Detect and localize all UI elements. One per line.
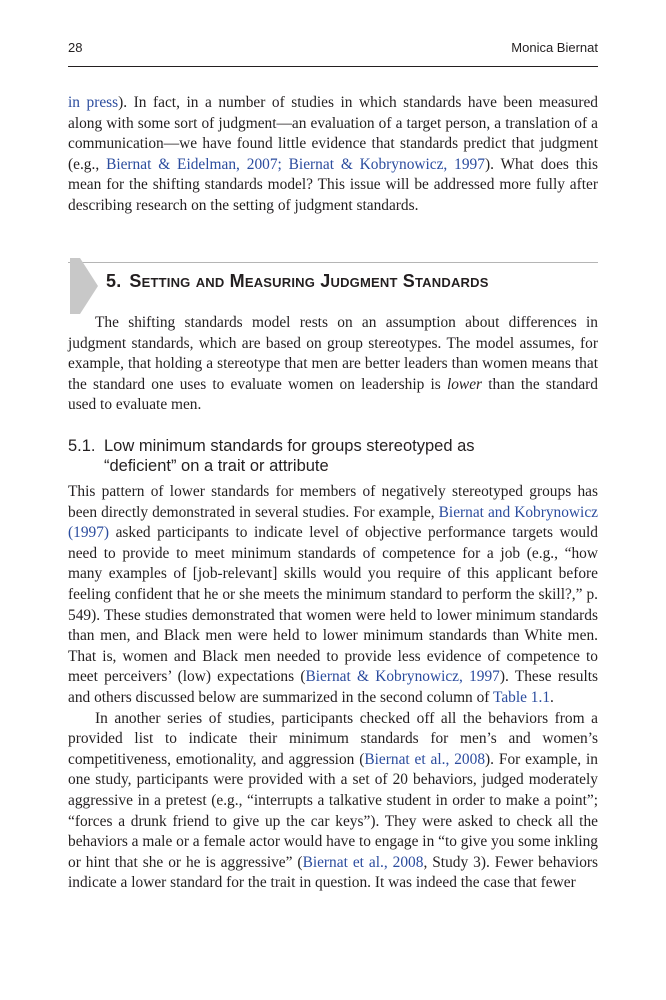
running-head bbox=[68, 40, 598, 55]
paragraph-1-text-b: ). What does this mean for the shifting standards model? This issue will be addressed more fully after describing research on the setting of judgment standards. bbox=[68, 155, 598, 214]
citation-link-biernat-et-al-2008[interactable]: Biernat et al., 2008 bbox=[364, 750, 486, 768]
subsection-heading bbox=[68, 436, 598, 476]
paragraph-3-text-c: ). These results and others discussed below are summarized in the second column of bbox=[68, 668, 598, 706]
section-heading bbox=[106, 271, 489, 292]
paragraph-4-text-b: ). For example, in one study, participants were provided with a set of 20 behaviors, judged moderately aggressive in a pretest (e.g., “interrupts a talkative student in order to make a point”; “forces a drunk friend to give up the car keys”). They were asked to check all the behaviors a male or a female actor would have to engage in “to give you some inkling or hint that she or he is aggressive” ( bbox=[68, 750, 598, 871]
header-rule bbox=[68, 66, 598, 67]
paragraph-2-text-a: The shifting standards model rests on an assumption about differences in judgment standards, which are based on group stereotypes. The model assumes, for example, that holding a stereotype that men are better leaders than women means that the standard one uses to evaluate women on leadership is bbox=[68, 314, 598, 393]
subsection-title-line-2: “deficient” on a trait or attribute bbox=[104, 457, 329, 475]
paragraph-4-text-c: , Study 3). Fewer behaviors indicate a lower standard for the trait in question. It was indeed the case that fewer bbox=[68, 853, 599, 892]
table-link-1-1[interactable]: Table 1.1 bbox=[493, 688, 551, 706]
subsection-number: 5.1. bbox=[68, 437, 96, 455]
citation-link-biernat-et-al-2008-b[interactable]: Biernat et al., 2008 bbox=[302, 853, 424, 871]
paragraph-3 bbox=[68, 482, 598, 709]
subsection-title-line-1: Low minimum standards for groups stereotyped as bbox=[104, 437, 475, 455]
citation-link-biernat-eidelman-kobrynowicz[interactable]: Biernat & Eidelman, 2007; Biernat & Kobrynowicz, 1997 bbox=[106, 155, 485, 173]
section-rule bbox=[68, 262, 598, 263]
paragraph-4 bbox=[68, 709, 598, 894]
paragraph-2 bbox=[68, 313, 598, 416]
running-head-author: Monica Biernat bbox=[511, 40, 598, 55]
section-title: Setting and Measuring Judgment Standards bbox=[129, 271, 489, 291]
paragraph-1 bbox=[68, 93, 598, 217]
gray-arrow-tab-icon bbox=[70, 258, 98, 314]
paragraph-2-text-b: than the standard used to evaluate men. bbox=[68, 375, 599, 414]
citation-link-biernat-kobrynowicz-1997[interactable]: Biernat and Kobrynowicz (1997) bbox=[68, 503, 598, 542]
paragraph-3-text-a: This pattern of lower standards for members of negatively stereotyped groups has been directly demonstrated in several studies. For example, bbox=[68, 483, 598, 521]
emphasis-lower: lower bbox=[446, 375, 483, 393]
paragraph-3-text-b: asked participants to indicate level of objective performance targets would need to provide to meet minimum standards of competence for a job (e.g., “how many examples of [job-relevant] skills would you require of this applicant before feeling confident that he or she meets the minimum standard to perform the skill?,” p. 549). These studies demonstrated that women were held to lower minimum standards than men, and Black men were held to lower minimum standards than White men. That is, women and Black men needed to provide less evidence of competence to meet perceivers’ (low) expectations ( bbox=[68, 524, 598, 686]
page-number: 28 bbox=[68, 40, 83, 55]
section-number: 5. bbox=[106, 271, 122, 291]
body-text bbox=[68, 482, 598, 894]
citation-link-in-press[interactable]: in press bbox=[68, 94, 119, 111]
citation-link-biernat-kobrynowicz-1997-b[interactable]: Biernat & Kobrynowicz, 1997 bbox=[305, 668, 500, 686]
paragraph-1-text-a: ). In fact, in a number of studies in which standards have been measured along with some sort of judgment—an evaluation of a target person, a translation of a communication—we have found little evidence that standards predict that judgment (e.g., bbox=[68, 94, 598, 173]
paragraph-4-text-a: In another series of studies, participants checked off all the behaviors from a provided list to indicate their minimum standards for men’s and women’s competitiveness, emotionality, and aggression ( bbox=[68, 709, 598, 768]
paragraph-3-text-d: . bbox=[550, 688, 554, 706]
